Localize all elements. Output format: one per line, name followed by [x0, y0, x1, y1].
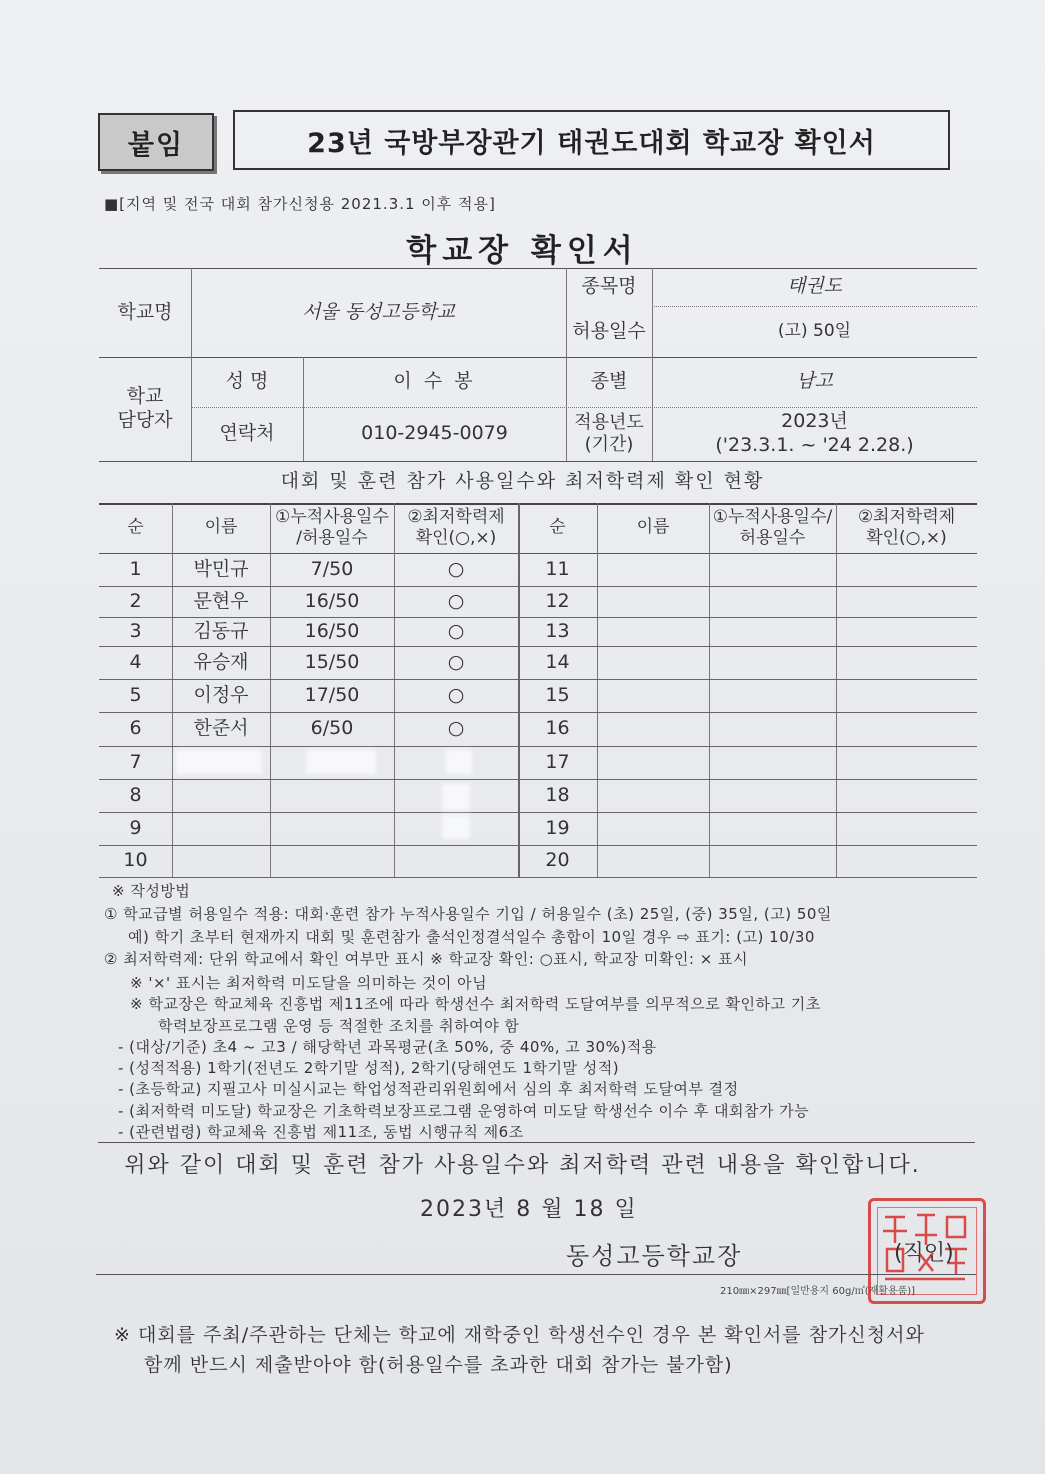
year-label-line2: (기간): [584, 434, 634, 455]
table-cell-no: 3: [129, 619, 142, 642]
table-cell-empty: [597, 779, 709, 812]
instruction-line: - (대상/기준) 초4 ~ 고3 / 해당학년 과목평균(초 50%, 중 40%, 고 30%)적용: [118, 1038, 657, 1056]
table-cell-empty: [597, 617, 709, 646]
table-cell-no: 10: [123, 849, 148, 872]
instruction-line: 학력보장프로그램 운영 등 적절한 조치를 취하여야 함: [158, 1017, 520, 1035]
year-label-line1: 적용년도: [574, 411, 644, 433]
contact-value: 010-2945-0079: [361, 422, 508, 445]
col-header-days: [270, 503, 394, 553]
manager-name-label: 성 명: [225, 370, 269, 393]
table-cell-no: 12: [545, 589, 570, 612]
table-cell-empty: [597, 646, 709, 679]
table-cell-days: [270, 845, 394, 877]
seal-label: (직인): [894, 1241, 954, 1266]
table-cell-no: 14: [545, 650, 570, 673]
col-header-academic-right-line1: ②최저학력제: [857, 506, 956, 527]
table-cell-empty: [597, 812, 709, 845]
table-cell-name: 이정우: [193, 683, 249, 706]
allowed-days-value: (고) 50일: [777, 320, 852, 341]
table-cell-name: 한준서: [193, 717, 249, 740]
redaction: [176, 750, 262, 774]
table-cell-check: ○: [447, 619, 465, 642]
table-cell-no: 6: [129, 717, 142, 740]
contact-label: 연락처: [219, 422, 275, 445]
manager-label-line1: 학교: [126, 385, 164, 408]
table-cell-empty: [836, 646, 977, 679]
table-cell-empty: [597, 679, 709, 712]
table-cell-check: ○: [447, 650, 465, 673]
instruction-line: - (성적적용) 1학기(전년도 2학기말 성적), 2학기(당해연도 1학기말 성적): [118, 1059, 620, 1077]
table-cell-name: 박민규: [193, 557, 249, 580]
table-cell-empty: [597, 746, 709, 779]
table-cell-no: 7: [129, 750, 142, 773]
redaction: [306, 750, 376, 774]
row-divider: [99, 877, 977, 878]
redaction: [442, 784, 470, 810]
gender-value: 남고: [796, 370, 833, 393]
col-header-academic: [394, 503, 518, 553]
table-cell-days: 15/50: [304, 650, 360, 673]
table-cell-no: 15: [545, 683, 570, 706]
table-cell-no: 13: [545, 619, 570, 642]
divider: [96, 1274, 976, 1275]
table-cell-name: 김동규: [193, 619, 249, 642]
document-header-title: 23년 국방부장관기 태권도대회 학교장 확인서: [233, 110, 950, 170]
table-cell-empty: [709, 679, 836, 712]
table-cell-empty: [709, 712, 836, 746]
manager-name-value: 이 수 봉: [393, 370, 476, 393]
divider: [98, 1142, 975, 1143]
bottom-note-line2: 함께 반드시 제출받아야 함(허용일수를 초과한 대회 참가는 불가함): [144, 1354, 733, 1376]
table-cell-empty: [709, 845, 836, 877]
issue-date: 2023년 8 월 18 일: [420, 1197, 638, 1222]
principal-title: 동성고등학교장: [566, 1242, 743, 1270]
table-cell-empty: [709, 586, 836, 617]
table-cell-empty: [597, 712, 709, 746]
redaction: [446, 750, 472, 774]
table-cell-days: 16/50: [304, 619, 360, 642]
table-cell-check: [394, 845, 518, 877]
year-value-period: ('23.3.1. ~ '24 2.28.): [715, 434, 914, 456]
col-header-days-right: [709, 503, 836, 553]
table-cell-empty: [709, 779, 836, 812]
instruction-line: - (초등학교) 지필고사 미실시교는 학업성적관리위원회에서 심의 후 최저학력 도달여부 결정: [118, 1080, 739, 1098]
divider: [99, 461, 977, 462]
table-cell-empty: [836, 746, 977, 779]
year-label: [566, 407, 652, 461]
table-cell-empty: [836, 586, 977, 617]
col-header-days-line2: /허용일수: [296, 528, 368, 548]
year-value-year: 2023년: [781, 410, 848, 433]
table-cell-empty: [709, 746, 836, 779]
manager-label-line2: 담당자: [117, 409, 173, 431]
bottom-note-line1: ※ 대회를 주최/주관하는 단체는 학교에 재학중인 학생선수인 경우 본 확인서를 참가신청서와: [114, 1324, 925, 1346]
instruction-line: ② 최저학력제: 단위 학교에서 확인 여부만 표시 ※ 학교장 확인: ○표시, 학교장 미확인: × 표시: [104, 950, 749, 968]
school-name-value: 서울 동성고등학교: [302, 300, 455, 323]
attachment-label: 붙임: [98, 113, 214, 171]
instruction-line: 예) 학기 초부터 현재까지 대회 및 훈련참가 출석인정결석일수 총합이 10일 경우 ⇨ 표기: (고) 10/30: [128, 928, 815, 946]
manager-label: [99, 357, 191, 461]
col-header-academic-right-line2: 확인(○,×): [866, 528, 947, 548]
col-header-days-line1: ①누적사용일수: [275, 506, 389, 527]
table-cell-name: [172, 845, 270, 877]
table-cell-days: 7/50: [310, 557, 354, 580]
instruction-line: ※ '×' 표시는 최저학력 미도달을 의미하는 것이 아님: [130, 974, 488, 992]
form-applicability-note: ■[지역 및 전국 대회 참가신청용 2021.3.1 이후 적용]: [104, 195, 496, 213]
table-cell-check: ○: [447, 589, 465, 612]
event-value: 태권도: [786, 275, 843, 298]
col-header-days-right-line2: 허용일수: [739, 528, 806, 548]
col-header-academic-line2: 확인(○,×): [415, 528, 497, 548]
instruction-line: ※ 작성방법: [112, 882, 191, 900]
table-cell-empty: [709, 812, 836, 845]
school-name-label: 학교명: [117, 300, 173, 323]
gender-label: 종별: [590, 370, 628, 393]
table-cell-days: [270, 812, 394, 845]
table-cell-empty: [836, 812, 977, 845]
allowed-days-label: 허용일수: [572, 319, 646, 342]
table-cell-no: 20: [545, 849, 570, 872]
event-label: 종목명: [581, 275, 637, 298]
table-cell-empty: [836, 845, 977, 877]
table-cell-empty: [597, 586, 709, 617]
table-cell-days: 16/50: [304, 589, 360, 612]
col-header-academic-right: [836, 503, 977, 553]
table-cell-empty: [597, 553, 709, 586]
table-cell-check: ○: [447, 717, 465, 740]
col-header-no-right: 순: [549, 517, 566, 538]
redaction: [442, 815, 470, 839]
table-cell-no: 17: [545, 750, 570, 773]
table-cell-empty: [836, 617, 977, 646]
table-cell-empty: [709, 553, 836, 586]
table-cell-no: 9: [129, 816, 142, 839]
table-cell-no: 11: [545, 557, 570, 580]
table-cell-days: [270, 779, 394, 812]
table-cell-days: 6/50: [310, 717, 354, 740]
page-title: 학교장 확인서: [406, 233, 639, 269]
table-cell-name: [172, 779, 270, 812]
table-cell-no: 19: [545, 816, 570, 839]
table-cell-empty: [836, 712, 977, 746]
col-header-days-right-line1: ①누적사용일수/: [712, 506, 833, 527]
instruction-line: - (관련법령) 학교체육 진흥법 제11조, 동법 시행규칙 제6조: [118, 1123, 524, 1141]
table-cell-empty: [836, 779, 977, 812]
instruction-line: - (최저학력 미도달) 학교장은 기초학력보장프로그램 운영하여 미도달 학생선수 이수 후 대회참가 가능: [118, 1102, 810, 1120]
confirmation-statement: 위와 같이 대회 및 훈련 참가 사용일수와 최저학력 관련 내용을 확인합니다.: [124, 1153, 921, 1178]
col-header-academic-line1: ②최저학력제: [407, 506, 505, 527]
col-header-no: 순: [127, 517, 144, 538]
section-title: 대회 및 훈련 참가 사용일수와 최저학력제 확인 현황: [280, 470, 765, 492]
instruction-line: ① 학교급별 허용일수 적용: 대회·훈련 참가 누적사용일수 기입 / 허용일수 (초) 25일, (중) 35일, (고) 50일: [104, 905, 832, 923]
table-cell-empty: [709, 646, 836, 679]
table-cell-check: ○: [447, 557, 465, 580]
table-cell-no: 18: [545, 783, 570, 806]
col-header-name-right: 이름: [636, 517, 670, 538]
col-header-name: 이름: [204, 517, 238, 538]
table-cell-empty: [836, 679, 977, 712]
paper-spec: 210㎜×297㎜[일반용지 60g/㎡(재활용품)]: [720, 1286, 916, 1297]
table-cell-no: 16: [545, 717, 570, 740]
table-cell-empty: [597, 845, 709, 877]
table-cell-name: 유승재: [193, 650, 249, 673]
table-cell-no: 8: [129, 783, 142, 806]
table-cell-no: 5: [129, 683, 142, 706]
table-cell-no: 1: [129, 557, 142, 580]
table-cell-days: 17/50: [304, 683, 360, 706]
table-cell-no: 4: [129, 650, 142, 673]
table-cell-name: [172, 812, 270, 845]
table-cell-empty: [836, 553, 977, 586]
table-cell-empty: [709, 617, 836, 646]
instruction-line: ※ 학교장은 학교체육 진흥법 제11조에 따라 학생선수 최저학력 도달여부를 의무적으로 확인하고 기초: [130, 995, 821, 1013]
table-cell-name: 문현우: [193, 589, 249, 612]
table-cell-no: 2: [129, 589, 142, 612]
year-value: [652, 407, 977, 461]
table-cell-check: ○: [447, 683, 465, 706]
